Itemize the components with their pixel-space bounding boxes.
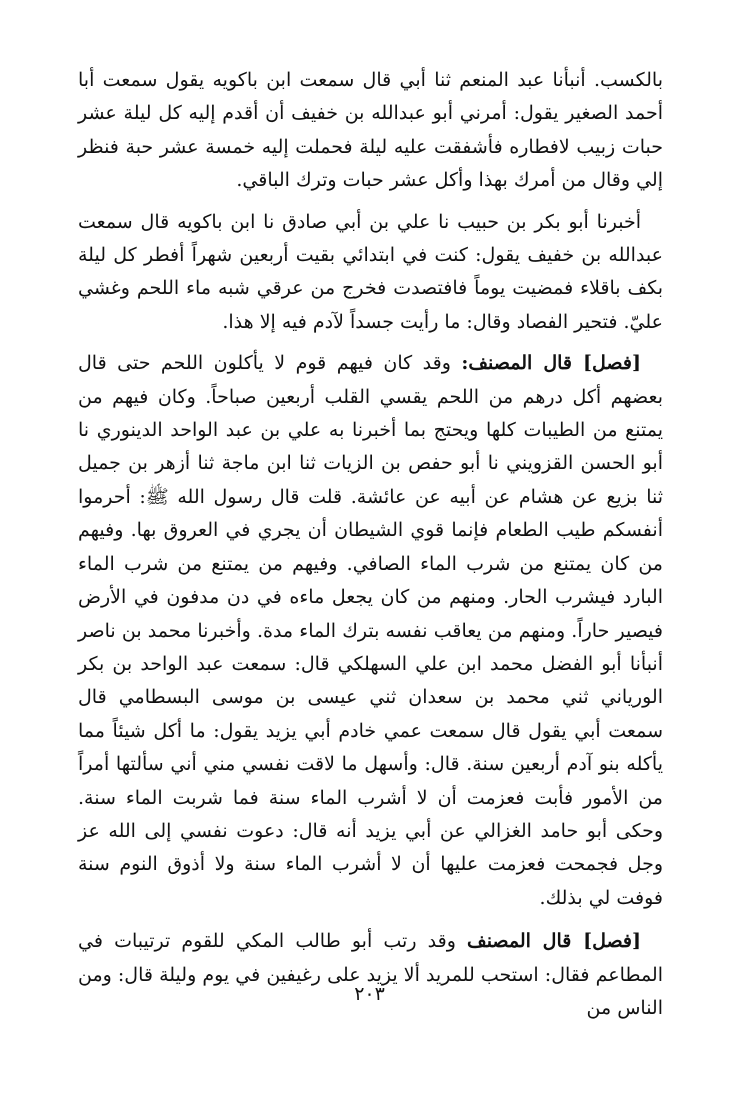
section-heading: [فصل] قال المصنف (467, 930, 642, 953)
paragraph-3 (78, 347, 663, 915)
paragraph-1-text: بالكسب. أنبأنا عبد المنعم ثنا أبي قال سمعت ابن باكويه يقول سمعت أبا أحمد الصغير يقول: أمرني أبو عبدالله بن خفيف أن أقدم إليه كل ليلة عشر حبات زبيب لافطاره فأشفقت عليه ليلة فحملت إليه خمسة عشر حبة فنظر إلي وقال من أمرك بهذا وأكل عشر حبات وترك الباقي. (78, 69, 663, 192)
paragraph-2 (78, 206, 663, 340)
paragraph-3-text: وقد كان فيهم قوم لا يأكلون اللحم حتى قال بعضهم أكل درهم من اللحم يقسي القلب أربعين صباحاً. وكان فيهم من يمتنع من الطيبات كلها ويحتج بما أخبرنا به علي بن عبد الواحد الدينوري نا أبو الحسن القزويني نا أبو حفص بن الزيات ثنا ابن ماجة ثنا أزهر بن جميل ثنا بزيع عن هشام عن أبيه عن عائشة. قلت قال رسول الله ﷺ: أحرموا أنفسكم طيب الطعام فإنما قوي الشيطان أن يجري في العروق بها. وفيهم من كان يمتنع من شرب الماء الصافي. وفيهم من يمتنع من شرب الماء البارد فيشرب الحار. ومنهم من كان يجعل ماءه في دن مدفون في الأرض فيصير حاراً. ومنهم من يعاقب نفسه بترك الماء مدة. وأخبرنا محمد بن ناصر أنبأنا أبو الفضل محمد ابن علي السهلكي قال: سمعت عبد الواحد بن بكر الورياني ثني محمد بن سعدان ثني عيسى بن موسى البسطامي قال سمعت أبي يقول قال سمعت عمي خادم أبي يزيد يقول: ما أكل شيئاً مما يأكله بنو آدم أربعين سنة. قال: وأسهل ما لاقت نفسي مني أني سألتها أمراً من الأمور فأبت فعزمت أن لا أشرب الماء سنة فما شربت الماء سنة. وحكى أبو حامد الغزالي عن أبي يزيد أنه قال: دعوت نفسي إلى الله عز وجل فجمحت فعزمت عليها أن لا أشرب الماء سنة ولا أذوق النوم سنة فوفت لي بذلك. (78, 352, 663, 909)
page-body (78, 64, 663, 1025)
section-heading: [فصل] قال المصنف: (461, 352, 641, 375)
paragraph-4-text: وقد رتب أبو طالب المكي للقوم ترتيبات في المطاعم فقال: استحب للمريد ألا يزيد على رغيفين في يوم وليلة قال: ومن الناس من (78, 930, 663, 1019)
paragraph-2-text: أخبرنا أبو بكر بن حبيب نا علي بن أبي صادق نا ابن باكويه قال سمعت عبدالله بن خفيف يقول: كنت في ابتدائي بقيت أربعين شهراً أفطر كل ليلة بكف باقلاء فمضيت يوماً فافتصدت فخرج من عرقي شبه ماء اللحم وغشي عليّ. فتحير الفصاد وقال: ما رأيت جسداً لآدم فيه إلا هذا. (78, 210, 663, 333)
paragraph-4 (78, 925, 663, 1025)
paragraph-1 (78, 64, 663, 198)
page-number: ٢٠٣ (354, 983, 385, 1005)
